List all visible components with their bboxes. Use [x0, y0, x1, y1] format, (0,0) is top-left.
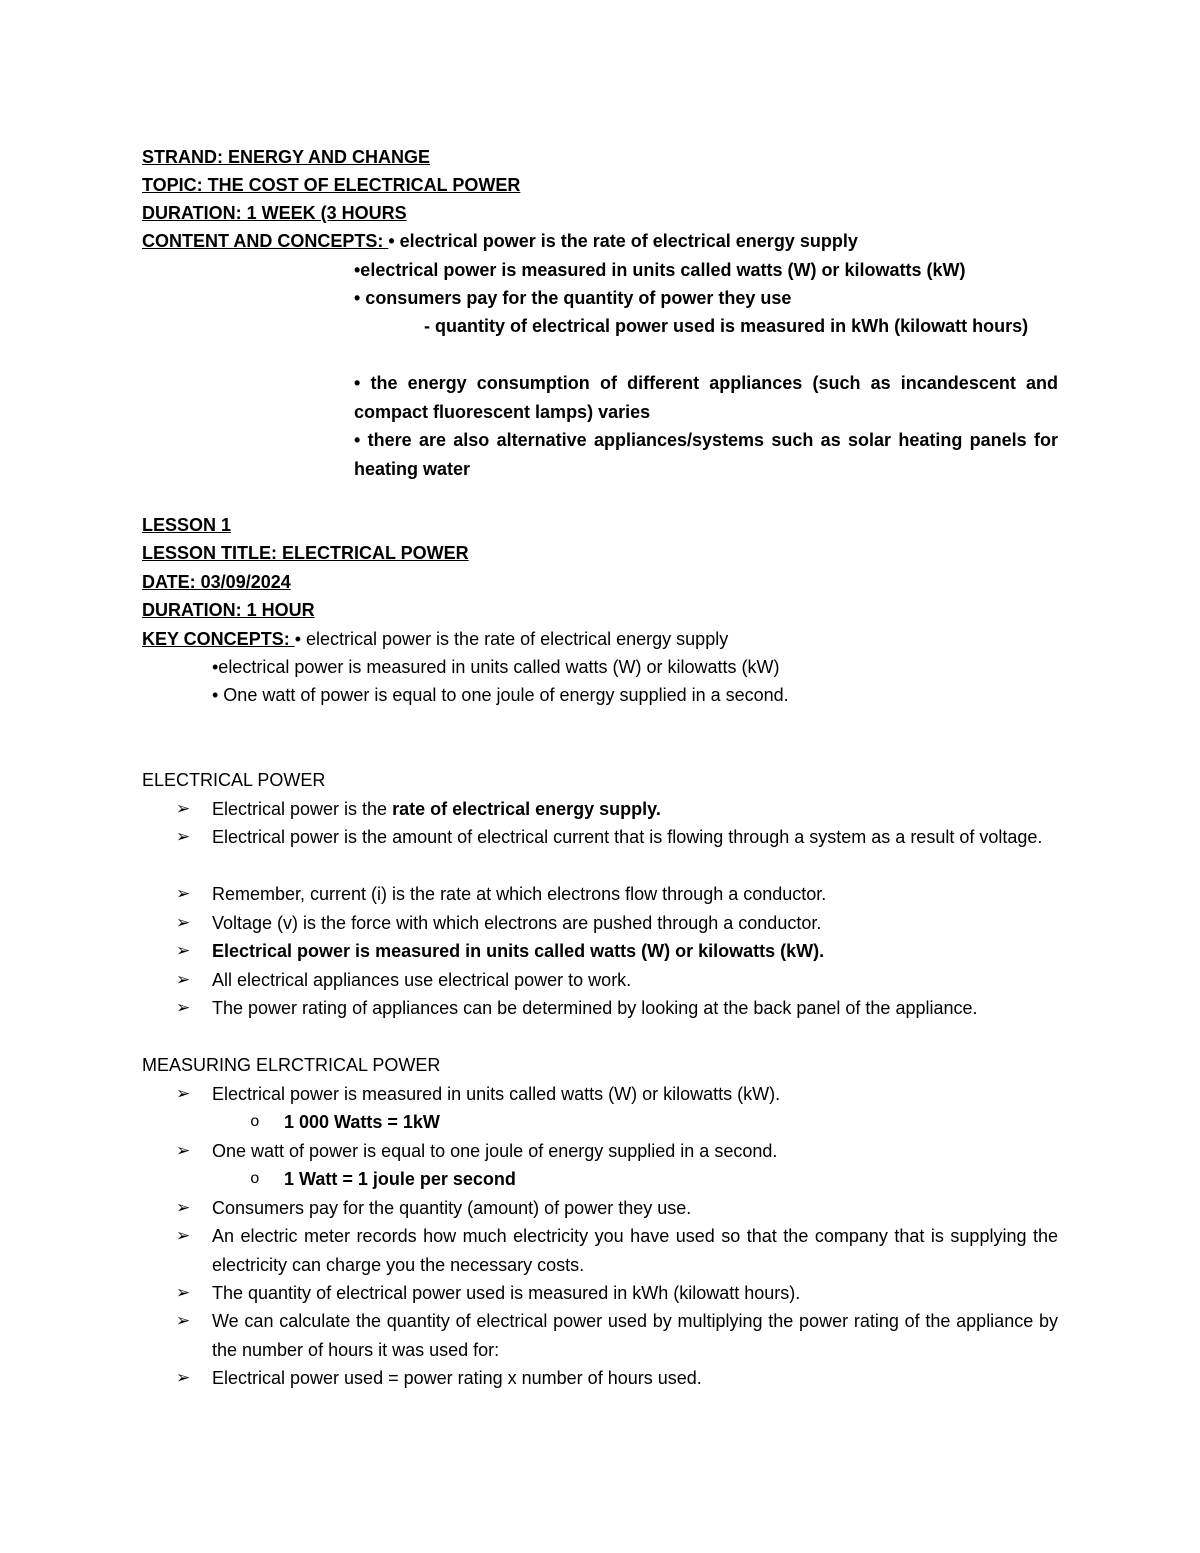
ep-item-7: The power rating of appliances can be determined by looking at the back panel of the appliance. [212, 998, 978, 1018]
m-item-1: Electrical power is measured in units called watts (W) or kilowatts (kW). [212, 1084, 781, 1104]
arrow-bullet-icon: ➢ [176, 799, 191, 818]
topic-heading: TOPIC: THE COST OF ELECTRICAL POWER [142, 175, 521, 195]
content-sub-bullet-1: - quantity of electrical power used is measured in kWh (kilowatt hours) [424, 316, 1029, 336]
m-item-6: We can calculate the quantity of electrical power used by multiplying the power rating of the appliance by the number of hours it was used for: [212, 1311, 1058, 1360]
content-concepts-line [142, 227, 858, 255]
arrow-bullet-icon: ➢ [176, 1368, 191, 1387]
key-bullet-2: •electrical power is measured in units called watts (W) or kilowatts (kW) [212, 657, 780, 677]
arrow-bullet-icon: ➢ [176, 941, 191, 960]
arrow-bullet-icon: ➢ [176, 998, 191, 1017]
duration-heading: DURATION: 1 WEEK (3 HOURS [142, 203, 407, 223]
key-bullet-3: • One watt of power is equal to one joule of energy supplied in a second. [212, 685, 789, 705]
arrow-bullet-icon: ➢ [176, 970, 191, 989]
circle-bullet-icon: o [250, 1113, 260, 1131]
content-bullet-2: •electrical power is measured in units called watts (W) or kilowatts (kW) [354, 260, 966, 280]
arrow-bullet-icon: ➢ [176, 1311, 191, 1330]
ep-item-1-text: Electrical power is the [212, 799, 393, 819]
ep-item-2: Electrical power is the amount of electrical current that is flowing through a system as a result of voltage. [212, 827, 1043, 847]
key-concepts-line [142, 625, 728, 653]
m-item-7: Electrical power used = power rating x number of hours used. [212, 1368, 702, 1388]
m-item-2: One watt of power is equal to one joule of energy supplied in a second. [212, 1141, 778, 1161]
content-concepts-label: CONTENT AND CONCEPTS: [142, 231, 389, 251]
arrow-bullet-icon: ➢ [176, 1283, 191, 1302]
m-item-3: Consumers pay for the quantity (amount) of power they use. [212, 1198, 692, 1218]
key-concepts-label: KEY CONCEPTS: [142, 629, 295, 649]
lesson-duration: DURATION: 1 HOUR [142, 600, 315, 620]
lesson-number: LESSON 1 [142, 515, 232, 535]
circle-bullet-icon: o [250, 1170, 260, 1188]
arrow-bullet-icon: ➢ [176, 1141, 191, 1160]
ep-item-1-bold: rate of electrical energy supply. [392, 799, 661, 819]
arrow-bullet-icon: ➢ [176, 884, 191, 903]
electrical-power-heading: ELECTRICAL POWER [142, 770, 326, 790]
m-sub-1: 1 000 Watts = 1kW [284, 1112, 440, 1132]
ep-item-4: Voltage (v) is the force with which electrons are pushed through a conductor. [212, 913, 822, 933]
arrow-bullet-icon: ➢ [176, 1226, 191, 1245]
content-bullet-4: • the energy consumption of different appliances (such as incandescent and compact fluorescent lamps) varies [354, 373, 1058, 422]
m-sub-2: 1 Watt = 1 joule per second [284, 1169, 516, 1189]
arrow-bullet-icon: ➢ [176, 827, 191, 846]
content-bullet-3: • consumers pay for the quantity of power they use [354, 288, 792, 308]
content-bullet-5: • there are also alternative appliances/systems such as solar heating panels for heating water [354, 430, 1058, 479]
arrow-bullet-icon: ➢ [176, 913, 191, 932]
ep-item-6: All electrical appliances use electrical power to work. [212, 970, 632, 990]
ep-item-5: Electrical power is measured in units called watts (W) or kilowatts (kW). [212, 941, 825, 961]
lesson-date: DATE: 03/09/2024 [142, 572, 291, 592]
key-bullet-1: • electrical power is the rate of electrical energy supply [294, 629, 729, 649]
m-item-5: The quantity of electrical power used is measured in kWh (kilowatt hours). [212, 1283, 801, 1303]
strand-heading: STRAND: ENERGY AND CHANGE [142, 147, 431, 167]
ep-item-3: Remember, current (i) is the rate at which electrons flow through a conductor. [212, 884, 827, 904]
arrow-bullet-icon: ➢ [176, 1198, 191, 1217]
ep-item-1 [212, 795, 661, 823]
measuring-heading: MEASURING ELRCTRICAL POWER [142, 1055, 441, 1075]
lesson-title: LESSON TITLE: ELECTRICAL POWER [142, 543, 469, 563]
content-bullet-1: • electrical power is the rate of electrical energy supply [388, 231, 858, 251]
arrow-bullet-icon: ➢ [176, 1084, 191, 1103]
m-item-4: An electric meter records how much electricity you have used so that the company that is supplying the electricity can charge you the necessary costs. [212, 1226, 1058, 1275]
